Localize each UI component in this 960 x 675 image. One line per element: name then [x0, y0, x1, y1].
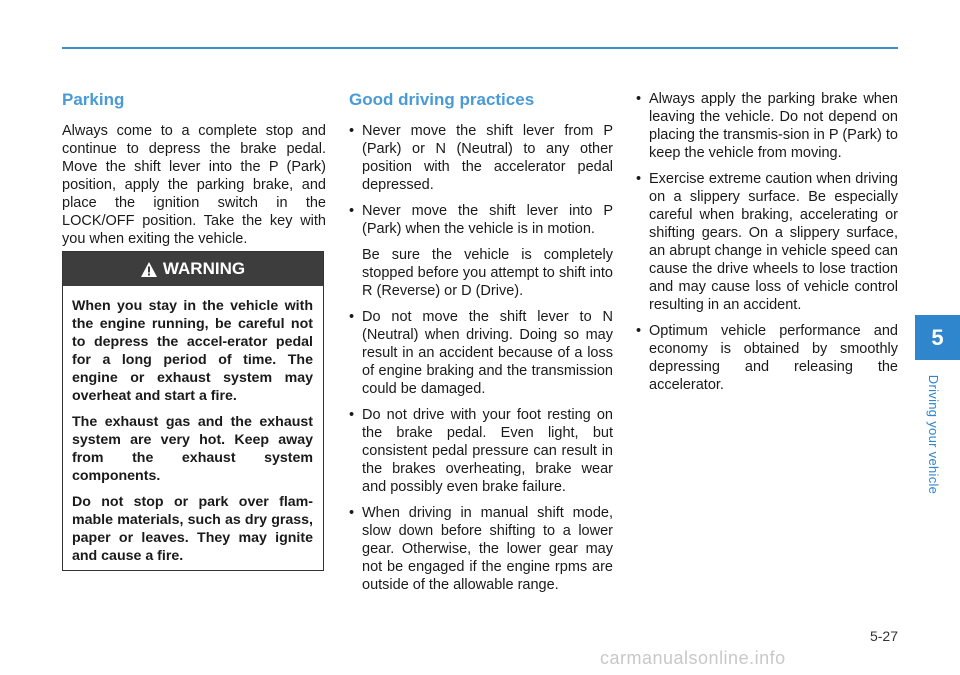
list-item: • Do not drive with your foot resting on the brake pedal. Even light, but consistent pedal pressure can result in the brakes overheating, brake wear and possibly even brake failure.	[349, 406, 613, 496]
good-driving-section	[349, 88, 613, 602]
warning-body	[63, 286, 323, 565]
good-driving-heading: Good driving practices	[349, 90, 535, 109]
watermark: carmanualsonline.info	[600, 648, 786, 668]
chapter-label: Driving your vehicle	[926, 374, 942, 494]
list-item: • Optimum vehicle performance and economy is obtained by smoothly depressing and releasing the accelerator.	[636, 322, 898, 394]
good-driving-continued	[636, 90, 898, 402]
warning-header	[63, 252, 323, 286]
warning-box	[62, 251, 324, 571]
list-item: • Never move the shift lever into P (Park) when the vehicle is in motion. Be sure the vehicle is completely stopped before you attempt to shift into R (Reverse) or D (Drive).	[349, 202, 613, 300]
chapter-tab: 5	[915, 315, 960, 360]
good-driving-list	[349, 122, 613, 594]
parking-section	[62, 88, 326, 248]
warning-paragraph: Do not stop or park over flam-mable materials, such as dry grass, paper or leaves. They may ignite and cause a fire.	[72, 494, 313, 564]
parking-body: Always come to a complete stop and continue to depress the brake pedal. Move the shift lever into the P (Park) position, apply the parking brake, and place the ignition switch in the LOCK/OFF position. Take the key with you when exiting the vehicle.	[62, 123, 326, 247]
list-item-note: Be sure the vehicle is completely stopped before you attempt to shift into R (Reverse) or D (Drive).	[362, 247, 613, 299]
page-number: 5-27	[869, 628, 898, 644]
list-item: • Never move the shift lever from P (Park) or N (Neutral) to any other position with the accelerator pedal depressed.	[349, 122, 613, 194]
warning-title: WARNING	[162, 259, 246, 278]
good-driving-list-continued	[636, 90, 898, 394]
list-item: • Do not move the shift lever to N (Neutral) when driving. Doing so may result in an accident because of a loss of engine braking and the transmission could be damaged.	[349, 308, 613, 398]
warning-paragraph: When you stay in the vehicle with the engine running, be careful not to depress the accel-erator pedal for a long period of time. The engine or exhaust system may overheat and start a fire.	[72, 298, 313, 404]
warning-paragraph: The exhaust gas and the exhaust system are very hot. Keep away from the exhaust system components.	[72, 414, 313, 484]
list-item: • When driving in manual shift mode, slow down before shifting to a lower gear. Otherwise, the lower gear may not be engaged if the engine rpms are outside of the allowable range.	[349, 504, 613, 594]
list-item: • Always apply the parking brake when leaving the vehicle. Do not depend on placing the transmis-sion in P (Park) to keep the vehicle from moving.	[636, 90, 898, 162]
parking-heading: Parking	[62, 90, 125, 109]
list-item: • Exercise extreme caution when driving on a slippery surface. Be especially careful when braking, accelerating or shifting gears. On a slippery surface, an abrupt change in vehicle speed can cause the drive wheels to lose traction and may cause loss of vehicle control resulting in an accident.	[636, 170, 898, 314]
warning-triangle-icon	[141, 262, 157, 277]
top-divider	[62, 47, 898, 49]
